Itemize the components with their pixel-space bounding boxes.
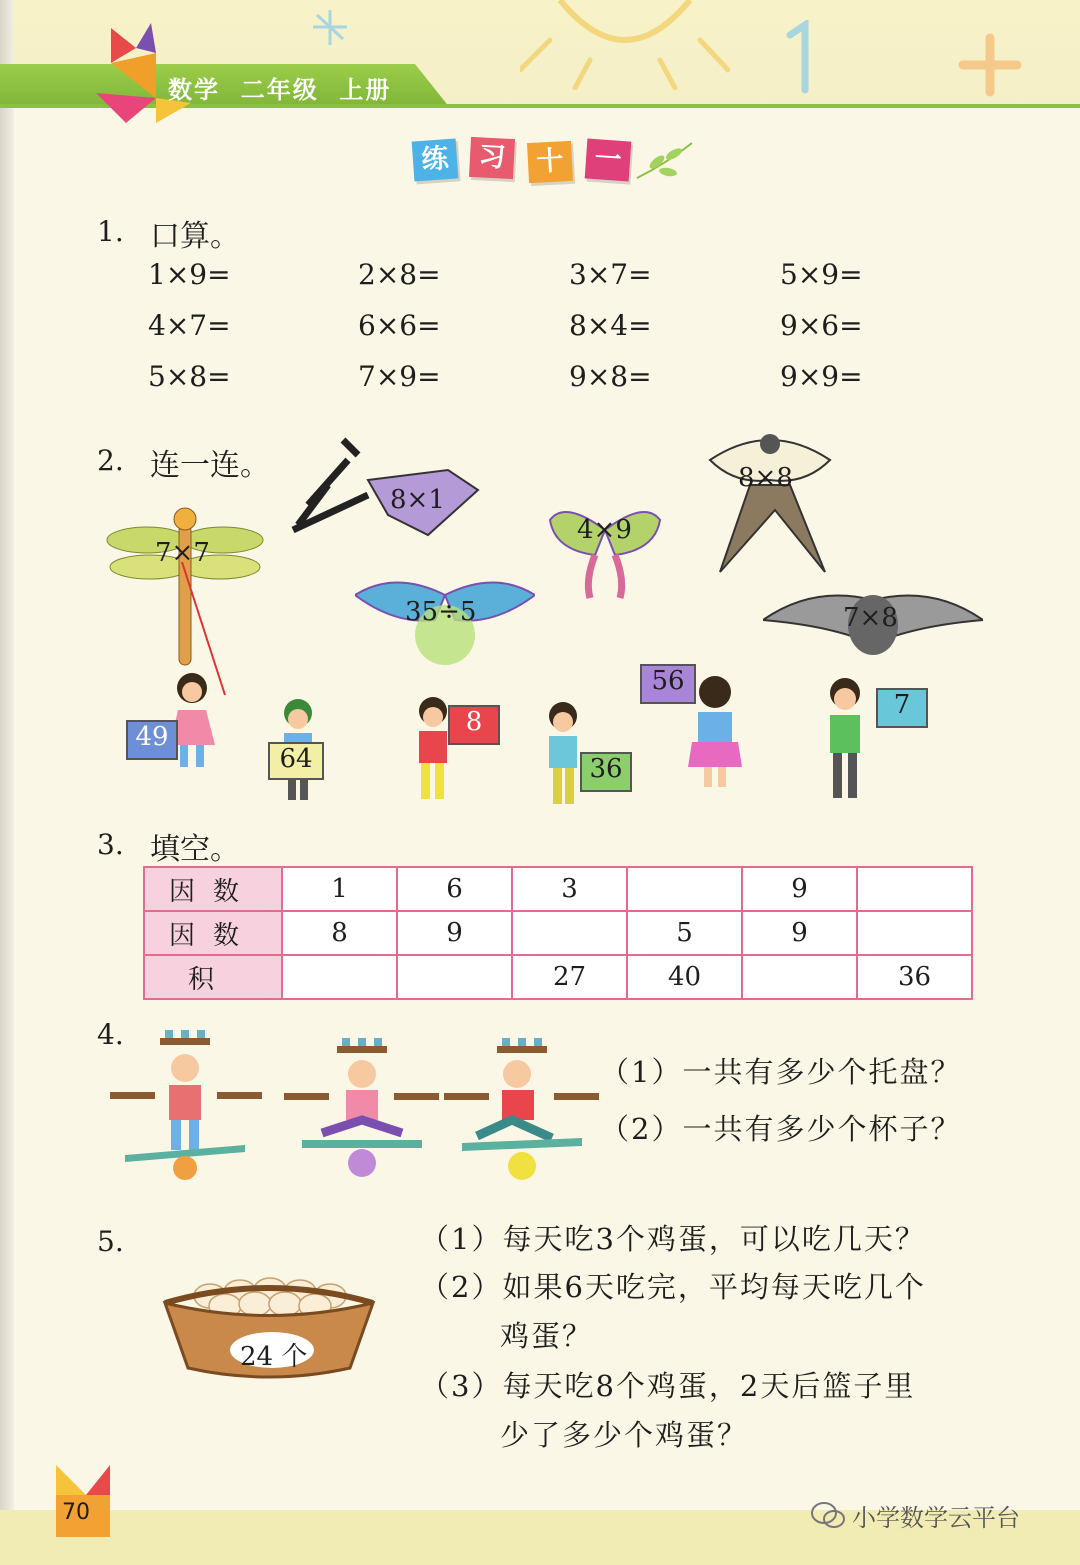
- q3-number: 3.: [97, 828, 124, 861]
- table-cell[interactable]: 5: [627, 911, 742, 955]
- q4-question-1: （1）一共有多少个托盘？: [600, 1055, 962, 1089]
- page-number: 70: [62, 1500, 90, 1525]
- q1-item: 9×8=: [569, 360, 652, 393]
- q5-number: 5.: [97, 1225, 124, 1258]
- row-label: 积: [144, 955, 282, 999]
- q3-heading: 填空。: [150, 832, 240, 867]
- q5-question-3: （3）每天吃8个鸡蛋，2天后篮子里: [420, 1369, 916, 1403]
- child-figure-icon: [815, 675, 875, 805]
- answer-card: 36: [580, 752, 632, 792]
- table-cell[interactable]: [397, 955, 512, 999]
- exercise-title-tile-1: 练: [412, 139, 459, 182]
- clown-balancing-trays-icon: [442, 1038, 602, 1183]
- table-cell[interactable]: 3: [512, 867, 627, 911]
- answer-card: 8: [448, 705, 500, 745]
- fish-kite-icon: [288, 435, 483, 550]
- table-cell[interactable]: 6: [397, 867, 512, 911]
- table-cell[interactable]: [627, 867, 742, 911]
- book-title: 数学 二年级 上册: [168, 76, 392, 104]
- q1-item: 6×6=: [358, 309, 441, 342]
- q1-item: 1×9=: [148, 258, 231, 291]
- table-cell[interactable]: 40: [627, 955, 742, 999]
- row-label: 因数: [144, 867, 282, 911]
- q1-heading: 口算。: [150, 219, 240, 254]
- q5-question-2-cont: 鸡蛋？: [500, 1319, 594, 1353]
- table-cell[interactable]: [857, 867, 972, 911]
- kite-label: 7×8: [843, 603, 898, 633]
- q2-heading: 连一连。: [150, 448, 270, 483]
- table-cell[interactable]: 36: [857, 955, 972, 999]
- q4-question-2: （2）一共有多少个杯子？: [600, 1112, 962, 1146]
- clown-balancing-trays-icon: [282, 1038, 442, 1180]
- q1-item: 9×9=: [780, 360, 863, 393]
- answer-card: 49: [126, 720, 178, 760]
- answer-card: 64: [268, 742, 324, 780]
- table-row: [144, 955, 972, 999]
- q1-item: 8×4=: [569, 309, 652, 342]
- answer-card: 7: [876, 688, 928, 728]
- q1-item: 2×8=: [358, 258, 441, 291]
- table-row: [144, 911, 972, 955]
- q2-number: 2.: [97, 444, 124, 477]
- sparkle-icon: [305, 5, 355, 50]
- table-cell[interactable]: [282, 955, 397, 999]
- table-cell[interactable]: [742, 955, 857, 999]
- table-cell[interactable]: 1: [282, 867, 397, 911]
- table-cell[interactable]: [857, 911, 972, 955]
- wechat-icon: [810, 1501, 846, 1531]
- page-spine: [0, 0, 14, 1565]
- table-row: [144, 867, 972, 911]
- q1-item: 4×7=: [148, 309, 231, 342]
- kite-label: 8×8: [738, 463, 793, 493]
- table-cell[interactable]: 8: [282, 911, 397, 955]
- table-cell[interactable]: [512, 911, 627, 955]
- number-one-icon: [770, 20, 830, 100]
- answer-card: 56: [640, 664, 696, 704]
- q1-item: 5×8=: [148, 360, 231, 393]
- plus-icon: [955, 30, 1025, 100]
- exercise-title-tile-2: 习: [469, 137, 515, 179]
- basket-label: 24 个: [240, 1342, 308, 1372]
- q5-question-2: （2）如果6天吃完，平均每天吃几个: [420, 1270, 926, 1304]
- watermark-text: 小学数学云平台: [852, 1504, 1020, 1532]
- q1-item: 9×6=: [780, 309, 863, 342]
- kite-label: 4×9: [577, 515, 632, 545]
- sun-icon: [520, 0, 730, 90]
- leaf-sprig-icon: [632, 138, 697, 183]
- q5-question-1: （1）每天吃3个鸡蛋，可以吃几天？: [420, 1222, 926, 1256]
- q4-number: 4.: [97, 1018, 124, 1051]
- table-cell[interactable]: 9: [742, 911, 857, 955]
- table-cell[interactable]: 27: [512, 955, 627, 999]
- clown-balancing-trays-icon: [105, 1030, 265, 1180]
- table-cell[interactable]: 9: [397, 911, 512, 955]
- table-cell[interactable]: 9: [742, 867, 857, 911]
- fill-in-table: [143, 866, 973, 1000]
- q1-item: 7×9=: [358, 360, 441, 393]
- exercise-title-tile-3: 十: [527, 141, 573, 183]
- q1-number: 1.: [97, 215, 124, 248]
- kite-label: 8×1: [390, 485, 445, 515]
- q1-item: 3×7=: [569, 258, 652, 291]
- exercise-title-tile-4: 一: [585, 139, 632, 182]
- q1-item: 5×9=: [780, 258, 863, 291]
- q5-question-3-cont: 少了多少个鸡蛋？: [500, 1418, 749, 1452]
- kite-label: 7×7: [155, 538, 210, 568]
- swallow-kite-icon: [705, 430, 835, 575]
- watermark: [810, 1498, 1020, 1533]
- row-label: 因数: [144, 911, 282, 955]
- kite-label: 35÷5: [405, 597, 477, 627]
